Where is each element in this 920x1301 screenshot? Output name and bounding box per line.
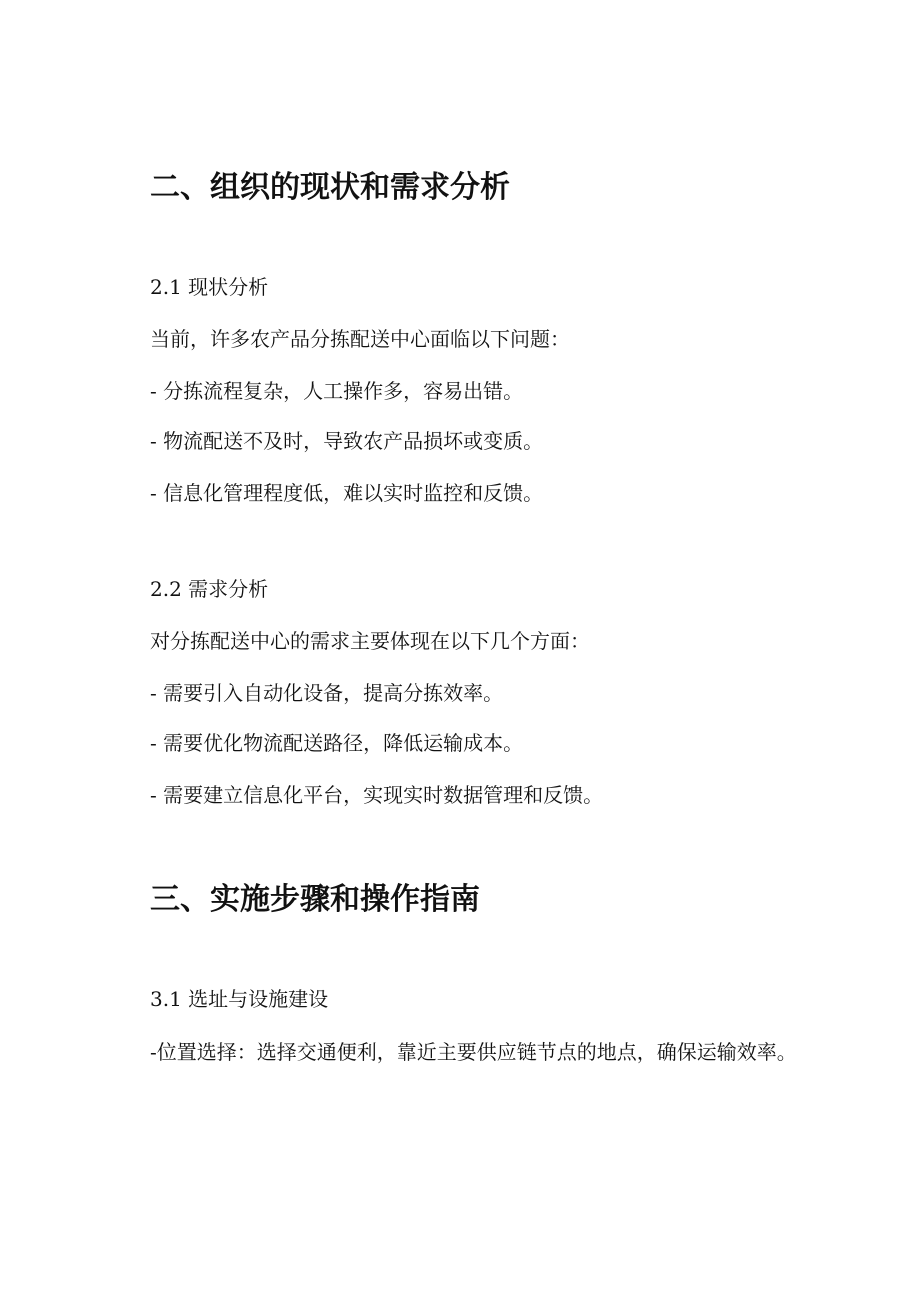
list-item: - 需要建立信息化平台，实现实时数据管理和反馈。 bbox=[150, 783, 604, 807]
section-2-title: 二、组织的现状和需求分析 bbox=[150, 170, 510, 205]
list-item: - 需要引入自动化设备，提高分拣效率。 bbox=[150, 681, 504, 705]
section-3-1-paragraph: -位置选择：选择交通便利，靠近主要供应链节点的地点，确保运输效率。 bbox=[150, 1040, 797, 1064]
list-item: - 需要优化物流配送路径，降低运输成本。 bbox=[150, 731, 524, 755]
section-2-2-heading: 2.2 需求分析 bbox=[150, 577, 269, 601]
section-3-1-heading: 3.1 选址与设施建设 bbox=[150, 987, 329, 1011]
section-3-title: 三、实施步骤和操作指南 bbox=[150, 882, 480, 917]
section-2-2-intro: 对分拣配送中心的需求主要体现在以下几个方面： bbox=[150, 629, 590, 653]
section-2-1-heading: 2.1 现状分析 bbox=[150, 275, 269, 299]
list-item: - 分拣流程复杂，人工操作多，容易出错。 bbox=[150, 379, 524, 403]
section-2-1-intro: 当前，许多农产品分拣配送中心面临以下问题： bbox=[150, 327, 570, 351]
list-item: - 物流配送不及时，导致农产品损坏或变质。 bbox=[150, 429, 544, 453]
list-item: - 信息化管理程度低，难以实时监控和反馈。 bbox=[150, 481, 544, 505]
